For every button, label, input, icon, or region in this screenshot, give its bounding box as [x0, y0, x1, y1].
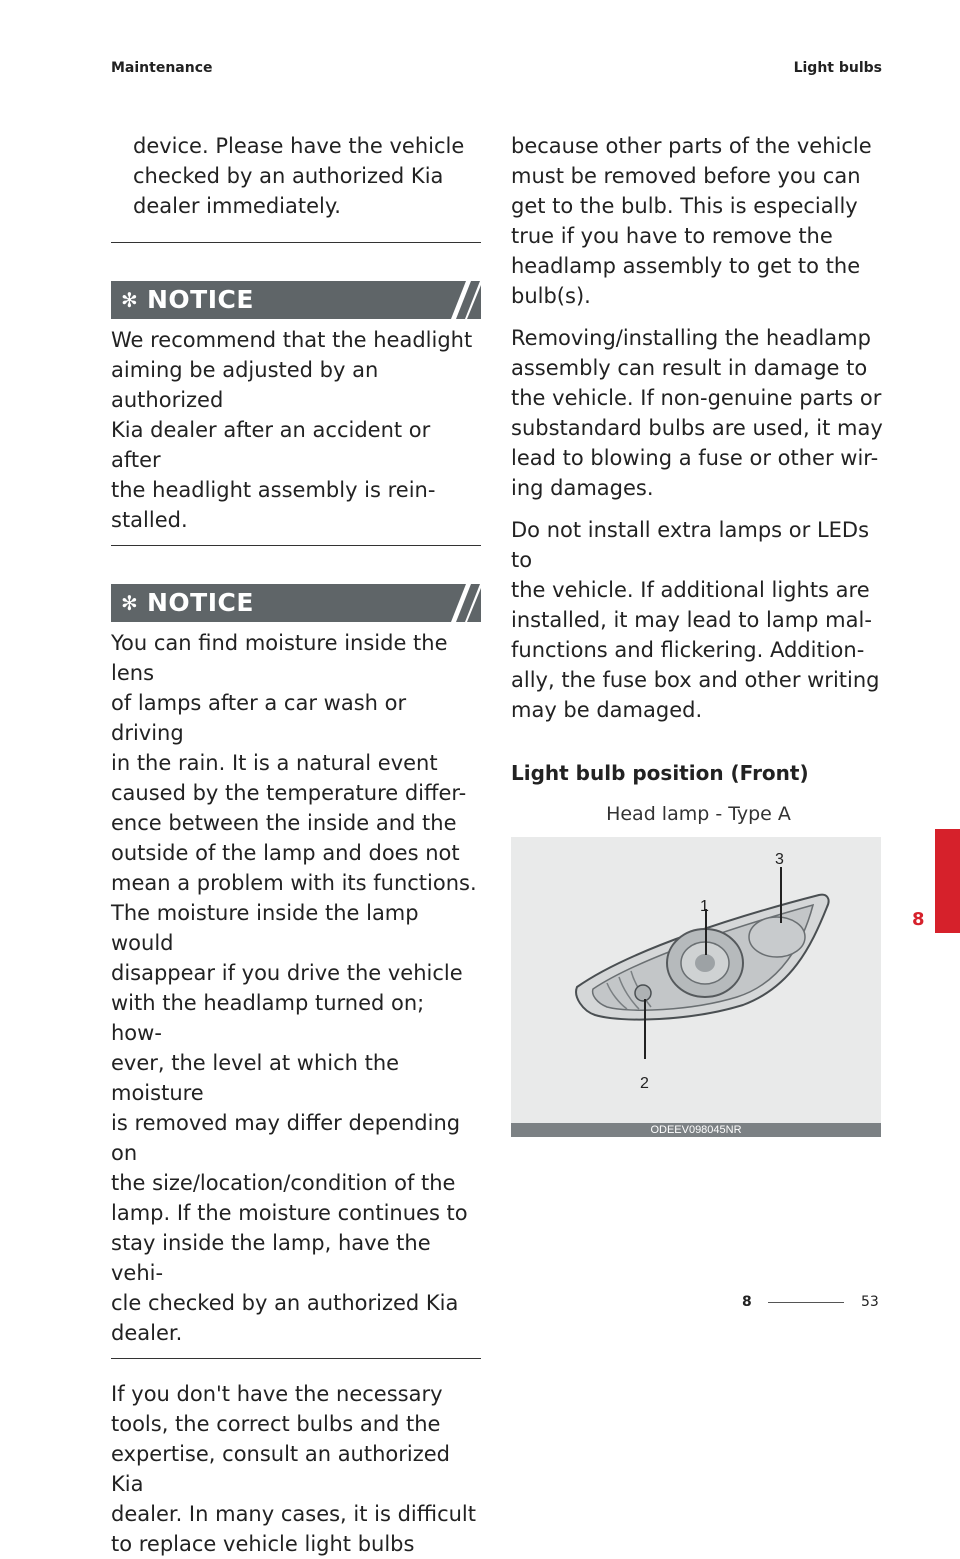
text-line: caused by the temperature differ-	[111, 781, 467, 805]
text-line: checked by an authorized Kia	[133, 164, 444, 188]
text-line: the headlight assembly is rein-	[111, 478, 436, 502]
notice-title: NOTICE	[147, 285, 254, 314]
body-paragraph	[511, 131, 886, 311]
diagonal-stripes-icon	[433, 281, 481, 319]
text-line: Do not install extra lamps or LEDs to	[511, 518, 870, 572]
text-line: Kia dealer after an accident or after	[111, 418, 431, 472]
text-line: because other parts of the vehicle	[511, 134, 872, 158]
text-line: If you don't have the necessary	[111, 1382, 443, 1406]
text-line: tools, the correct bulbs and the	[111, 1412, 441, 1436]
text-line: functions and flickering. Addition-	[511, 638, 865, 662]
text-line: assembly can result in damage to	[511, 356, 868, 380]
text-line: to replace vehicle light bulbs	[111, 1532, 415, 1556]
text-line: lead to blowing a fuse or other wir-	[511, 446, 879, 470]
divider	[111, 545, 481, 546]
footer-page-number: 53	[861, 1294, 879, 1310]
divider	[111, 1358, 481, 1359]
text-line: cle checked by an authorized Kia	[111, 1291, 459, 1315]
text-line: of lamps after a car wash or driving	[111, 691, 407, 745]
figure-caption: Head lamp - Type A	[606, 803, 791, 825]
notice-banner	[111, 584, 481, 622]
text-line: dealer.	[111, 1321, 183, 1345]
text-line: aiming be adjusted by an authorized	[111, 358, 379, 412]
body-paragraph	[511, 515, 886, 725]
notice-asterisk-icon: ✻	[121, 288, 138, 312]
body-paragraph	[111, 1379, 481, 1559]
text-line: the vehicle. If non-genuine parts or	[511, 386, 882, 410]
text-line: bulb(s).	[511, 284, 591, 308]
text-line: ever, the level at which the moisture	[111, 1051, 400, 1105]
text-line: Removing/installing the headlamp	[511, 326, 871, 350]
notice-title: NOTICE	[147, 588, 254, 617]
text-line: is removed may differ depending on	[111, 1111, 461, 1165]
text-line: disappear if you drive the vehicle	[111, 961, 463, 985]
text-line: the vehicle. If additional lights are	[511, 578, 870, 602]
text-line: You can find moisture inside the lens	[111, 631, 448, 685]
headlamp-figure	[511, 837, 881, 1137]
text-line: get to the bulb. This is especially	[511, 194, 858, 218]
text-line: may be damaged.	[511, 698, 703, 722]
text-line: ally, the fuse box and other writing	[511, 668, 880, 692]
chapter-tab-number: 8	[912, 909, 925, 930]
divider	[111, 242, 481, 243]
notice-body	[111, 325, 481, 535]
callout-label-1: 1	[700, 898, 709, 915]
callout-label-2: 2	[640, 1075, 649, 1092]
text-line: device. Please have the vehicle	[133, 134, 465, 158]
text-line: ing damages.	[511, 476, 654, 500]
section-title: Light bulb position (Front)	[511, 761, 809, 785]
diagonal-stripes-icon	[433, 584, 481, 622]
chapter-tab	[935, 829, 960, 933]
figure-code: ODEEV098045NR	[511, 1123, 881, 1137]
running-header-topic: Light bulbs	[793, 60, 882, 76]
text-line: headlamp assembly to get to the	[511, 254, 861, 278]
text-line: expertise, consult an authorized Kia	[111, 1442, 451, 1496]
text-line: with the headlamp turned on; how-	[111, 991, 425, 1045]
text-line: the size/location/condition of the	[111, 1171, 456, 1195]
text-line: ence between the inside and the	[111, 811, 457, 835]
text-line: dealer immediately.	[133, 194, 341, 218]
text-line: mean a problem with its functions.	[111, 871, 477, 895]
text-line: We recommend that the headlight	[111, 328, 473, 352]
text-line: stay inside the lamp, have the vehi-	[111, 1231, 431, 1285]
text-line: stalled.	[111, 508, 188, 532]
body-paragraph	[511, 323, 886, 503]
text-line: dealer. In many cases, it is difficult	[111, 1502, 476, 1526]
running-header-section: Maintenance	[111, 60, 213, 76]
text-line: installed, it may lead to lamp mal-	[511, 608, 872, 632]
text-line: must be removed before you can	[511, 164, 861, 188]
text-line: The moisture inside the lamp would	[111, 901, 419, 955]
left-column	[111, 131, 481, 1559]
footer-chapter-number: 8	[742, 1294, 752, 1310]
headlamp-illustration	[511, 837, 881, 1123]
callout-label-3: 3	[775, 851, 784, 868]
notice-asterisk-icon: ✻	[121, 591, 138, 615]
notice-body	[111, 628, 481, 1348]
notice-banner	[111, 281, 481, 319]
text-line: lamp. If the moisture continues to	[111, 1201, 468, 1225]
text-line: substandard bulbs are used, it may	[511, 416, 883, 440]
text-line: true if you have to remove the	[511, 224, 833, 248]
right-column	[511, 131, 886, 1137]
text-line: outside of the lamp and does not	[111, 841, 460, 865]
text-line: in the rain. It is a natural event	[111, 751, 438, 775]
footer-divider	[768, 1302, 844, 1303]
continued-text	[111, 131, 481, 221]
